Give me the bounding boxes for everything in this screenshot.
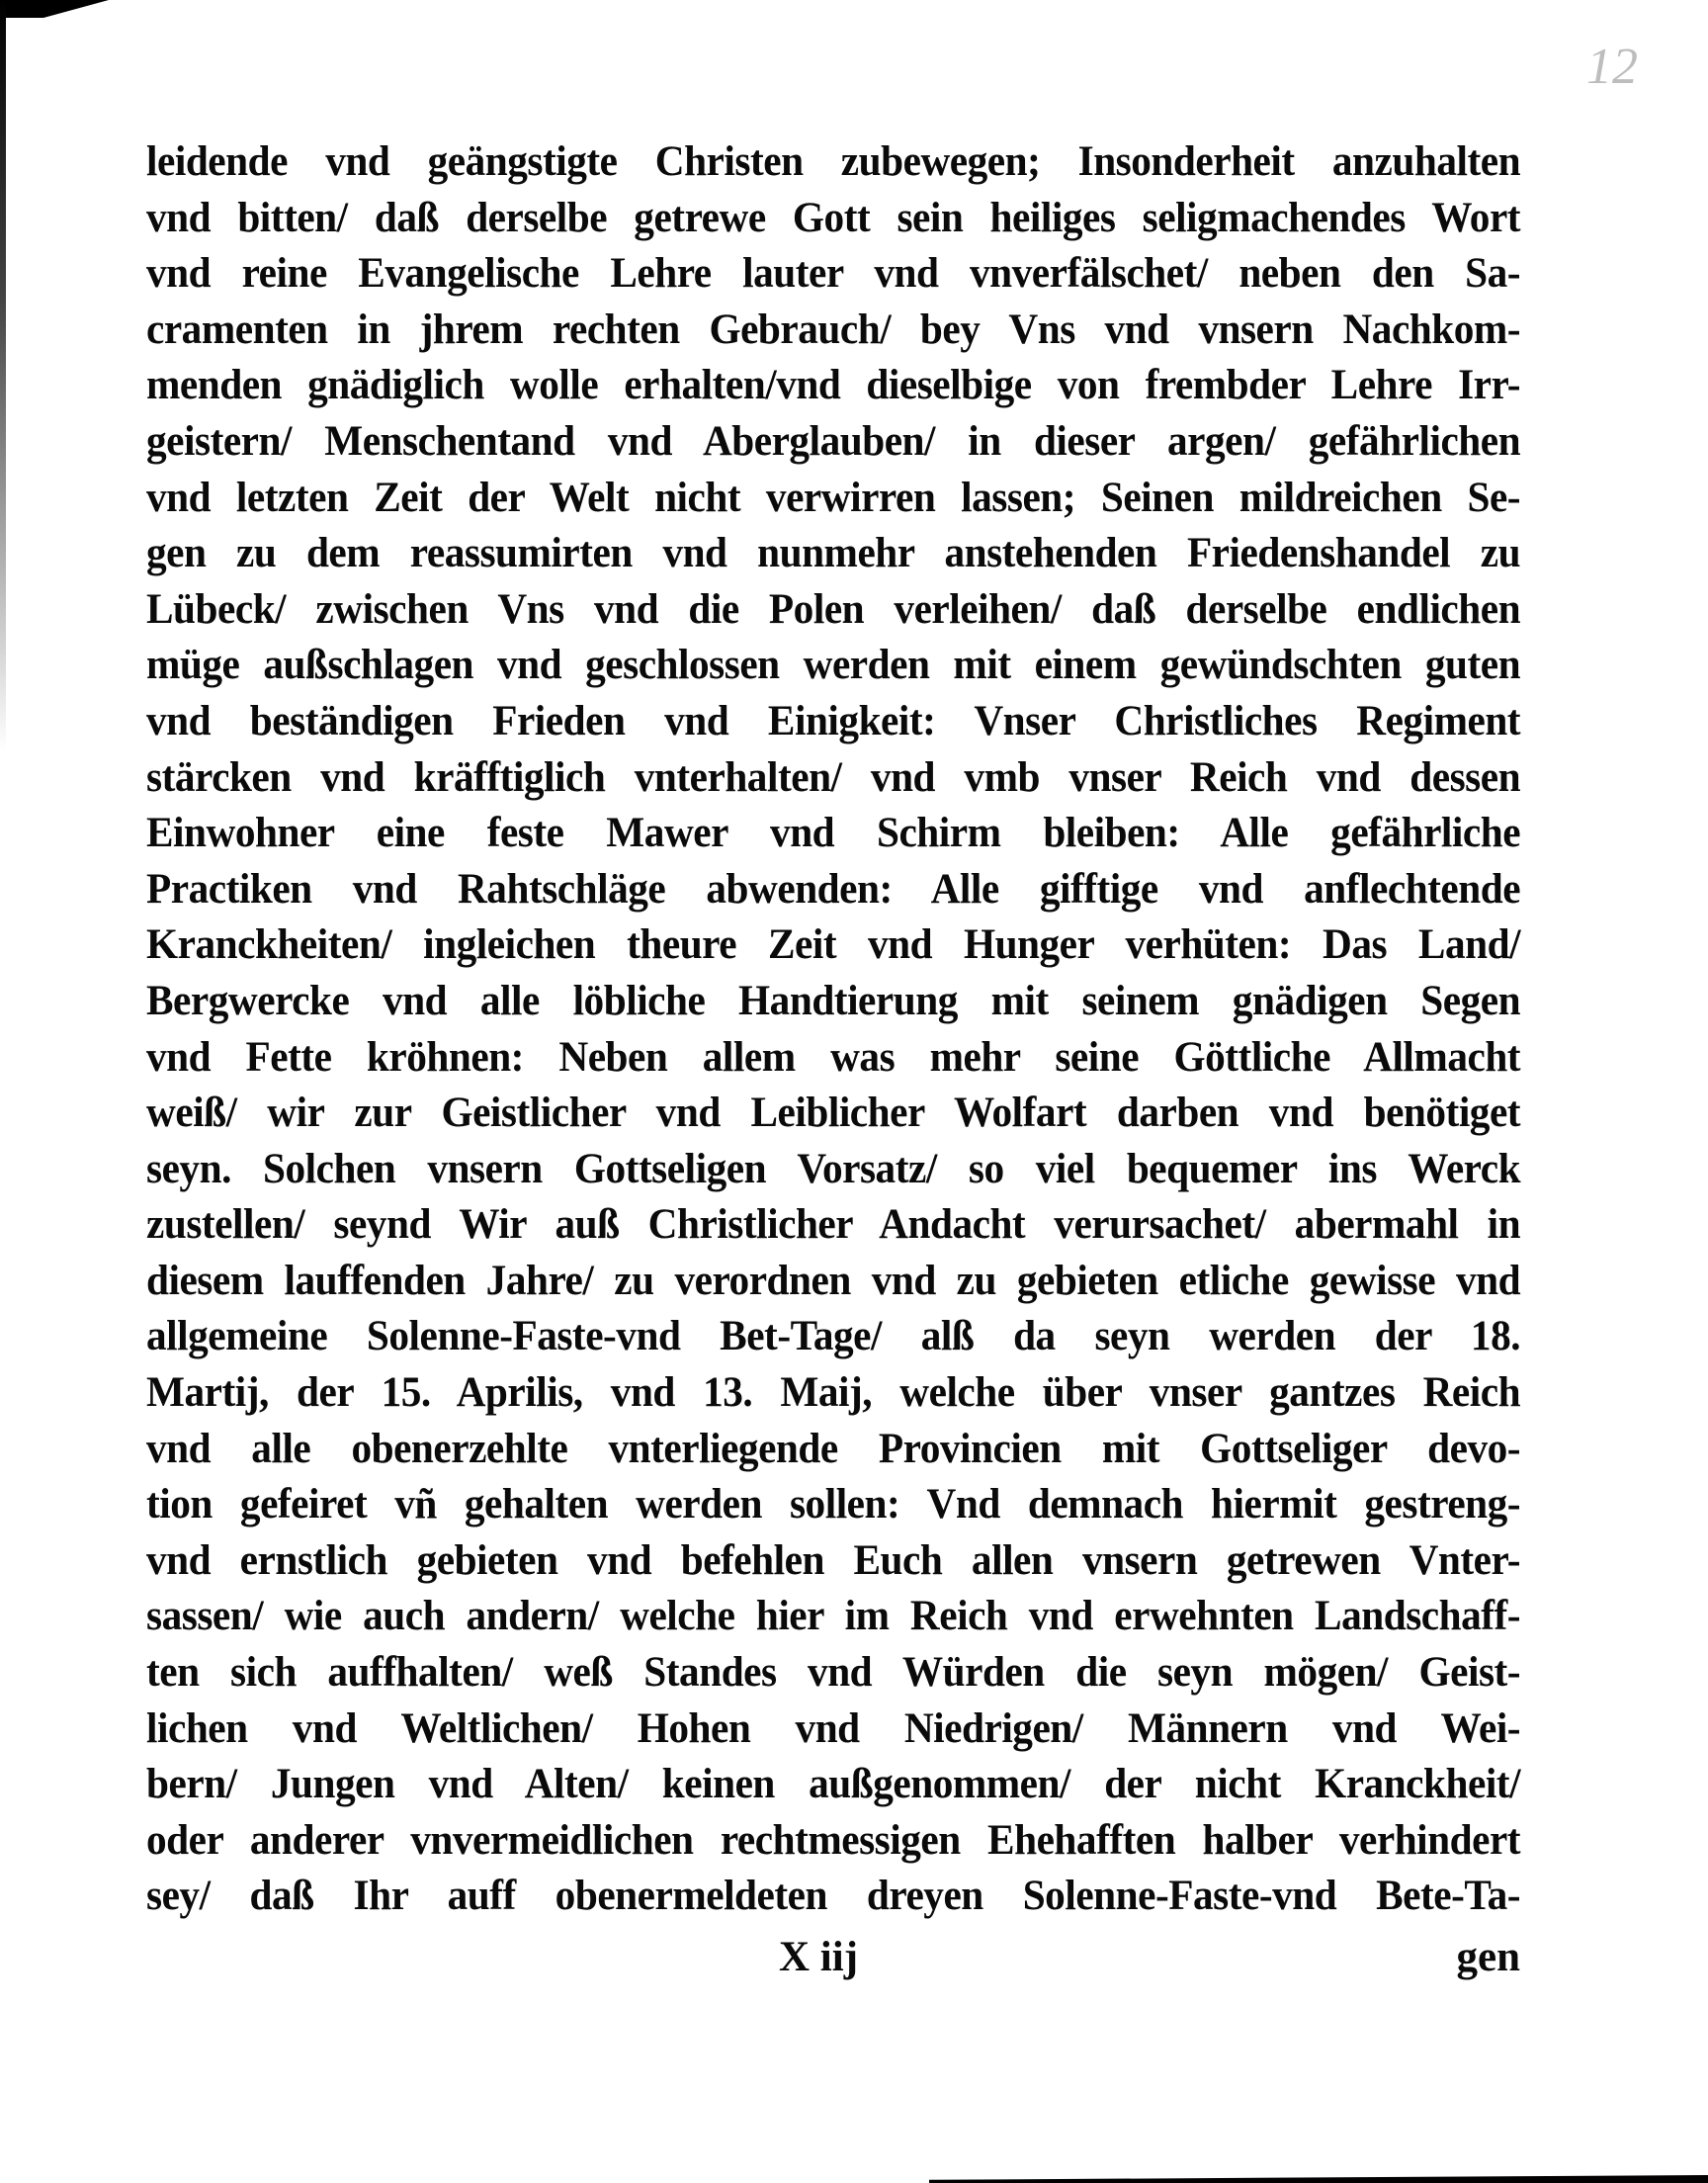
text-line: stärcken vnd kräfftiglich vnterhalten/ vnd vmb vnser Reich vnd dessen [146,753,1521,801]
text-line: menden gnädiglich wolle erhalten/vnd dieselbige von frembder Lehre Irr- [146,362,1521,409]
text-line: Lübeck/ zwischen Vns vnd die Polen verleihen/ daß derselbe endlichen [146,585,1521,633]
body-text [146,134,1520,1925]
text-line: geistern/ Menschentand vnd Aberglauben/ in dieser argen/ gefährlichen [146,417,1521,465]
text-line: vnd alle obenerzehlte vnterliegende Provincien mit Gottseliger devo- [146,1425,1521,1472]
text-line: müge außschlagen vnd geschlossen werden mit einem gewündschten guten [146,642,1521,689]
text-line: vnd reine Evangelische Lehre lauter vnd vnverfälschet/ neben den Sa- [146,250,1521,298]
text-line: bern/ Jungen vnd Alten/ keinen außgenommen/ der nicht Kranckheit/ [146,1761,1521,1808]
text-line: gen zu dem reassumirten vnd nunmehr anstehenden Friedenshandel zu [146,530,1521,577]
signature-mark: X iij [779,1934,859,1980]
scan-edge-shadow [0,0,109,18]
text-line: sey/ daß Ihr auff obenermeldeten dreyen Solenne-Faste-vnd Bete-Ta- [146,1873,1521,1920]
text-line: allgemeine Solenne-Faste-vnd Bet-Tage/ alß da seyn werden der 18. [146,1313,1521,1360]
text-line: Bergwercke vnd alle löbliche Handtierung mit seinem gnädigen Segen [146,977,1521,1024]
text-line: leidende vnd geängstigte Christen zubewegen; Insonderheit anzuhalten [146,138,1521,185]
text-line: tion gefeiret vñ gehalten werden sollen: Vnd demnach hiermit gestreng- [146,1481,1521,1528]
text-line: oder anderer vnvermeidlichen rechtmessigen Ehehafften halber verhindert [146,1816,1521,1864]
text-line: seyn. Solchen vnsern Gottseligen Vorsatz/ so viel bequemer ins Werck [146,1145,1521,1192]
folio-number: 12 [1586,39,1638,95]
text-line: cramenten in jhrem rechten Gebrauch/ bey Vns vnd vnsern Nachkom- [146,306,1521,353]
page-bottom-edge [929,2175,1708,2183]
text-line: vnd Fette kröhnen: Neben allem was mehr seine Göttliche Allmacht [146,1033,1521,1081]
text-line: diesem lauffenden Jahre/ zu verordnen vnd zu gebieten etliche gewisse vnd [146,1257,1521,1304]
page-left-edge [0,0,6,751]
text-line: zustellen/ seynd Wir auß Christlicher Andacht verursachet/ abermahl in [146,1201,1521,1249]
page-footer [146,1933,1520,1992]
text-line: vnd beständigen Frieden vnd Einigkeit: Vnser Christliches Regiment [146,697,1521,744]
text-line: vnd bitten/ daß derselbe getrewe Gott sein heiliges seligmachendes Wort [146,194,1521,241]
text-line: Martij, der 15. Aprilis, vnd 13. Maij, welche über vnser gantzes Reich [146,1369,1521,1417]
text-line: Einwohner eine feste Mawer vnd Schirm bleiben: Alle gefährliche [146,810,1521,857]
catchword: gen [1456,1934,1520,1980]
text-line: lichen vnd Weltlichen/ Hohen vnd Niedrigen/ Männern vnd Wei- [146,1704,1521,1752]
text-line: vnd ernstlich gebieten vnd befehlen Euch allen vnsern getrewen Vnter- [146,1536,1521,1584]
text-line: Practiken vnd Rahtschläge abwenden: Alle gifftige vnd anflechtende [146,865,1521,913]
text-line: sassen/ wie auch andern/ welche hier im Reich vnd erwehnten Landschaff- [146,1593,1521,1640]
text-line: Kranckheiten/ ingleichen theure Zeit vnd Hunger verhüten: Das Land/ [146,921,1521,969]
text-line: vnd letzten Zeit der Welt nicht verwirren lassen; Seinen mildreichen Se- [146,474,1521,521]
text-line: weiß/ wir zur Geistlicher vnd Leiblicher Wolfart darben vnd benötiget [146,1090,1521,1137]
text-line: ten sich auffhalten/ weß Standes vnd Würden die seyn mögen/ Geist- [146,1649,1521,1697]
